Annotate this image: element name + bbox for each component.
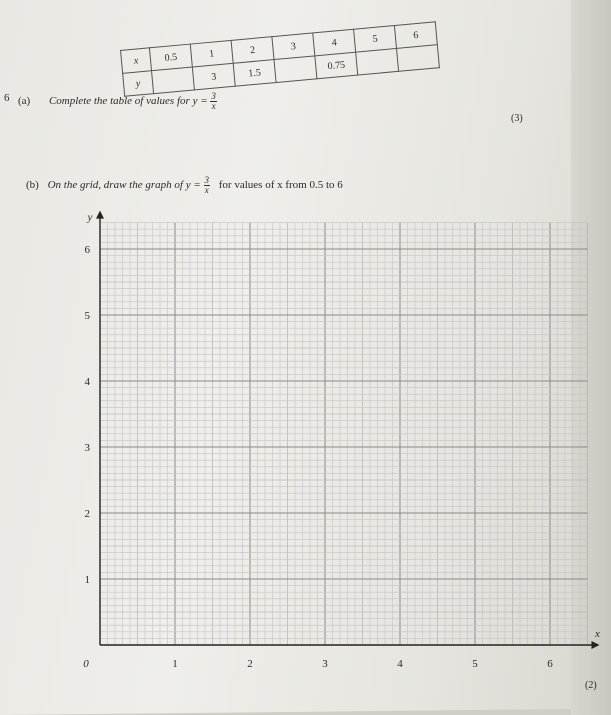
part-a-prompt xyxy=(18,92,217,111)
part-b-range-text: for values of x from 0.5 to 6 xyxy=(218,179,343,192)
y-cell[interactable] xyxy=(274,56,317,83)
y-tick-label: 6 xyxy=(84,244,90,256)
y-tick-label: 1 xyxy=(84,574,90,586)
y-tick-label: 4 xyxy=(84,376,90,388)
y-cell[interactable] xyxy=(396,45,439,72)
tick-labels xyxy=(83,212,600,670)
page-edge xyxy=(571,0,611,715)
x-cell: 4 xyxy=(313,29,356,56)
x-tick-label: 1 xyxy=(172,658,178,670)
y-header: y xyxy=(123,71,154,97)
y-tick-label: 5 xyxy=(84,310,90,322)
part-a-equation xyxy=(192,91,217,111)
part-a-numerator: 3 xyxy=(211,91,216,101)
y-cell[interactable]: 1.5 xyxy=(233,60,276,87)
part-b-denominator: x xyxy=(204,185,209,195)
graph-grid[interactable] xyxy=(60,190,600,690)
x-axis-label: x xyxy=(595,628,600,640)
x-header: x xyxy=(121,48,152,74)
x-tick-label: 3 xyxy=(322,658,328,670)
x-cell: 6 xyxy=(394,22,437,49)
part-a-text: Complete the table of values for xyxy=(48,95,190,108)
x-cell: 3 xyxy=(272,33,315,60)
origin-label: 0 xyxy=(83,658,89,670)
y-axis-arrow-icon xyxy=(96,211,104,219)
part-a-marks: (3) xyxy=(511,113,523,124)
part-b-label: (b) xyxy=(26,179,39,192)
y-cell[interactable]: 0.75 xyxy=(315,52,358,79)
part-b-equation-lhs: y = xyxy=(185,179,201,192)
grid-lines xyxy=(100,223,588,645)
y-tick-label: 3 xyxy=(84,442,90,454)
part-b-marks: (2) xyxy=(585,680,597,691)
part-a-denominator: x xyxy=(211,101,216,111)
x-cell: 1 xyxy=(190,40,233,67)
part-a-equation-lhs: y = xyxy=(192,95,208,108)
x-cell: 5 xyxy=(354,26,397,53)
y-tick-label: 2 xyxy=(84,508,90,520)
y-cell[interactable] xyxy=(152,67,195,94)
part-b-text: On the grid, draw the graph of xyxy=(47,179,183,192)
part-b-numerator: 3 xyxy=(204,175,210,185)
x-cell: 2 xyxy=(231,37,274,64)
x-tick-label: 4 xyxy=(397,658,403,670)
x-tick-label: 5 xyxy=(472,658,478,670)
x-tick-label: 6 xyxy=(547,658,553,670)
y-cell[interactable]: 3 xyxy=(192,63,235,90)
part-a-label: (a) xyxy=(18,95,31,108)
x-cell: 0.5 xyxy=(149,44,192,71)
y-axis-label: y xyxy=(87,211,93,224)
y-cell[interactable] xyxy=(356,48,399,75)
x-tick-label: 2 xyxy=(247,658,253,670)
question-number: 6 xyxy=(4,92,10,104)
part-a-fraction xyxy=(210,92,217,111)
